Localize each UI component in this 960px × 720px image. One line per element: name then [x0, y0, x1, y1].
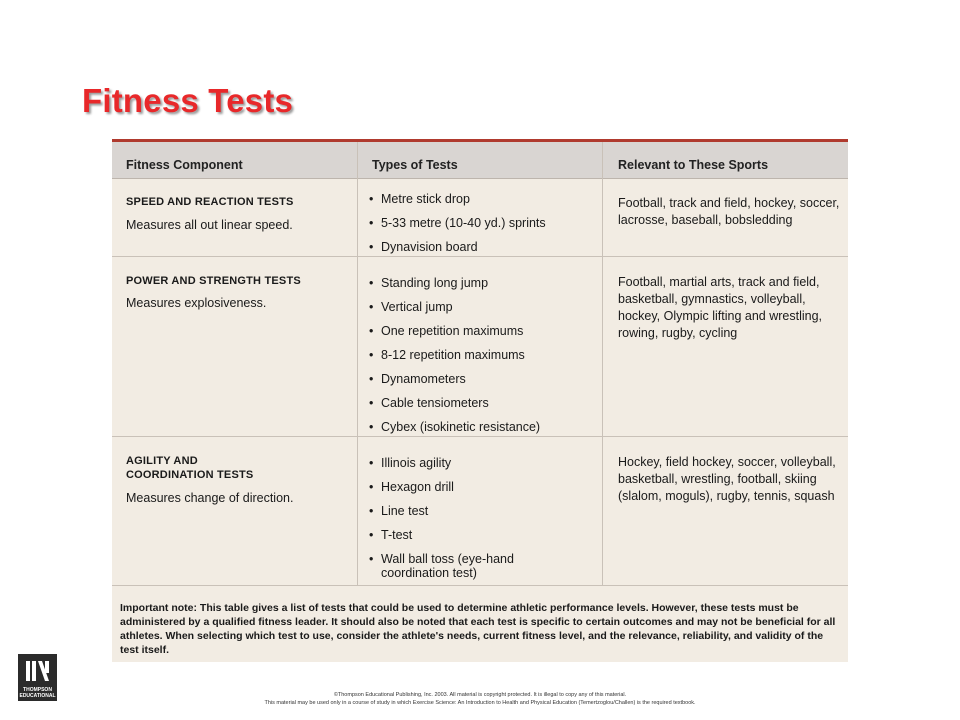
component-description: Measures change of direction.: [126, 491, 294, 505]
bullet-icon: •: [369, 552, 374, 566]
bullet-icon: •: [369, 420, 374, 434]
component-heading: SPEED AND REACTION TESTS: [126, 196, 294, 208]
list-item: • 8-12 repetition maximums: [369, 348, 525, 362]
bullet-icon: •: [369, 276, 374, 290]
test-list: [369, 192, 546, 264]
bullet-icon: •: [369, 324, 374, 338]
list-item: • 5-33 metre (10-40 yd.) sprints: [369, 216, 546, 230]
bullet-icon: •: [369, 480, 374, 494]
bullet-icon: •: [369, 192, 374, 206]
list-item: • Cable tensiometers: [369, 396, 489, 410]
list-item: • T-test: [369, 528, 413, 542]
table-header-row: [112, 142, 848, 179]
usage-line: This material may be used only in a course of study in which Exercise Science: An Introduction to Health and Physical Education (Temertzoglou/Challen) is the required textbook.: [264, 700, 696, 706]
header-fitness-component: Fitness Component: [126, 158, 243, 172]
list-item: • Standing long jump: [369, 276, 489, 290]
logo-text-line1: THOMPSON: [23, 687, 52, 693]
column-divider: [602, 142, 603, 585]
relevant-sports: Football, martial arts, track and field, basketball, gymnastics, volleyball, hockey, Olympic lifting and wrestling, rowing, rugby, cycling: [618, 275, 823, 340]
bullet-icon: •: [369, 300, 374, 314]
bullet-icon: •: [369, 396, 374, 410]
component-description: Measures explosiveness.: [126, 296, 267, 310]
header-types-of-tests: Types of Tests: [372, 158, 458, 172]
note-text: This table gives a list of tests that could be used to determine athletic performance levels. However, these tests must be administered by a qualified fitness leader. It should also be noted that each test is specific to certain outcomes and may not be beneficial for all athletes. When selecting which test to use, consider the athlete's needs, current fitness level, and the relevance, reliability, and validity of the test itself.: [120, 602, 836, 656]
list-item: • Wall ball toss (eye-hand coordination test): [369, 552, 514, 580]
note-label: Important note:: [120, 602, 197, 614]
copyright-line: ©Thompson Educational Publishing, Inc. 2003. All material is copyright protected. It is illegal to copy any of this material.: [333, 692, 627, 698]
component-heading: POWER AND STRENGTH TESTS: [126, 275, 301, 287]
component-description: Measures all out linear speed.: [126, 218, 293, 232]
list-item: • Illinois agility: [369, 456, 452, 470]
list-item: • Dynamometers: [369, 372, 466, 386]
publisher-logo-mark: [23, 658, 52, 684]
slide-title: Fitness Tests: [82, 82, 294, 119]
test-list: [369, 276, 540, 444]
list-item: • Metre stick drop: [369, 192, 470, 206]
component-heading: AGILITY AND COORDINATION TESTS: [126, 455, 254, 481]
bullet-icon: •: [369, 240, 374, 254]
list-item: • Line test: [369, 504, 429, 518]
list-item: • Cybex (isokinetic resistance): [369, 420, 541, 434]
test-list: [369, 456, 559, 586]
header-relevant-sports: Relevant to These Sports: [618, 158, 769, 172]
list-item: • Vertical jump: [369, 300, 453, 314]
bullet-icon: •: [369, 348, 374, 362]
column-divider: [357, 142, 358, 585]
important-note: [120, 601, 840, 657]
list-item: • Dynavision board: [369, 240, 478, 254]
relevant-sports: Hockey, field hockey, soccer, volleyball, basketball, wrestling, football, skiing (slalom, moguls), rugby, tennis, squash: [618, 455, 836, 503]
bullet-icon: •: [369, 456, 374, 470]
list-item: • One repetition maximums: [369, 324, 524, 338]
relevant-sports: Football, track and field, hockey, soccer, lacrosse, baseball, bobsledding: [618, 196, 840, 227]
fitness-tests-table: [112, 139, 848, 662]
list-item: • Hexagon drill: [369, 480, 454, 494]
bullet-icon: •: [369, 528, 374, 542]
logo-text-line2: EDUCATIONAL: [19, 693, 56, 699]
bullet-icon: •: [369, 504, 374, 518]
bullet-icon: •: [369, 216, 374, 230]
publisher-logo: [18, 654, 57, 701]
bullet-icon: •: [369, 372, 374, 386]
